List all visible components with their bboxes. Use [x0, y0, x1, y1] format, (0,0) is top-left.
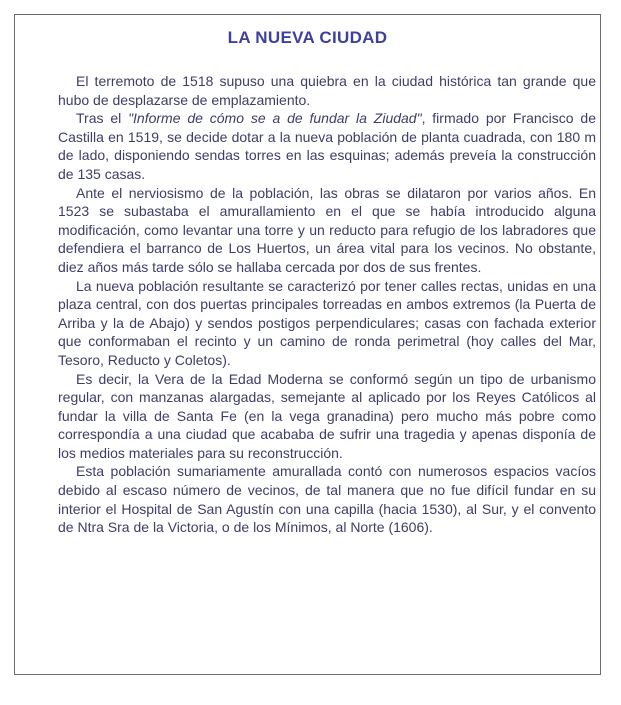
paragraph-2-lead: Tras el [76, 110, 129, 127]
page-title: LA NUEVA CIUDAD [227, 28, 388, 47]
paragraph-1: El terremoto de 1518 supuso una quiebra en la ciudad histórica tan grande que hubo de desplazarse de emplazamiento. [58, 73, 596, 108]
paragraph-3: Ante el nerviosismo de la población, las obras se dilataron por varios años. En 1523 se subastaba el amurallamiento en el que se había introducido alguna modificación, como levantar una torre y un reducto para refugio de los labradores que defendiera el barranco de Los Huertos, un área vital para los vecinos. No obstante, diez años más tarde sólo se hallaba cercada por dos de sus frentes. [58, 184, 596, 275]
article-body [58, 72, 596, 537]
paragraph-4: La nueva población resultante se caracterizó por tener calles rectas, unidas en una plaza central, con dos puertas principales torreadas en ambos extremos (la Puerta de Arriba y la de Abajo) y sendos postigos perpendiculares; casas con fachada exterior que conformaban el recinto y un camino de ronda perimetral (hoy calles del Mar, Tesoro, Reducto y Coletos). [58, 277, 596, 368]
paragraph-2 [58, 109, 596, 183]
paragraph-5: Es decir, la Vera de la Edad Moderna se conformó según un tipo de urbanismo regular, con manzanas alargadas, semejante al aplicado por los Reyes Católicos al fundar la villa de Santa Fe (en la vega granadina) pero mucho más pobre como correspondía a una ciudad que acababa de sufrir una tragedia y apenas disponía de los medios materiales para su reconstrucción. [58, 370, 596, 461]
document-frame [14, 14, 601, 675]
paragraph-6: Esta población sumariamente amurallada contó con numerosos espacios vacíos debido al escaso número de vecinos, de tal manera que no fue difícil fundar en su interior el Hospital de San Agustín con una capilla (hacia 1530), al Sur, y el convento de Ntra Sra de la Victoria, o de los Mínimos, al Norte (1606). [58, 463, 596, 536]
paragraph-2-rest: , firmado por Francisco de Castilla en 1519, se decide dotar a la nueva población de planta cuadrada, con 180 m de lado, disponiendo sendas torres en las esquinas; además preveía la construcción de 135 casas. [58, 110, 596, 182]
report-title-reference: "Informe de cómo se a de fundar la Ziudad" [128, 110, 422, 127]
